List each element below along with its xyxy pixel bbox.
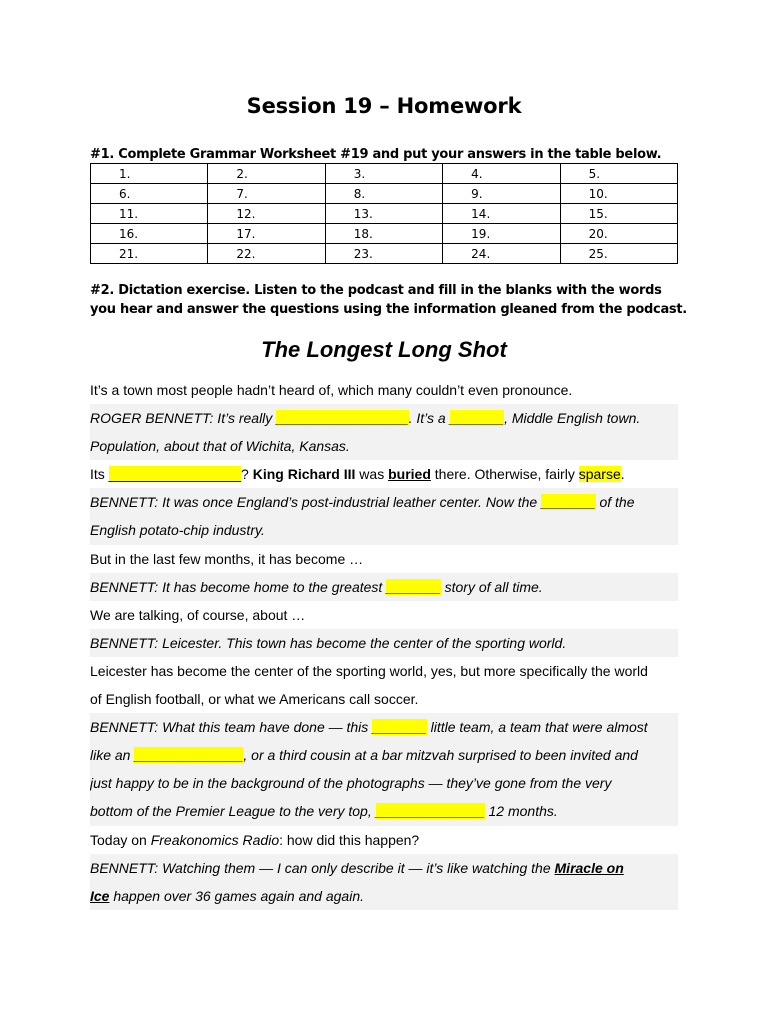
quote-line <box>90 854 678 882</box>
answer-cell: 7. <box>208 184 325 204</box>
dictation-text <box>90 376 678 910</box>
answer-cell: 18. <box>325 224 442 244</box>
answer-table <box>90 163 678 264</box>
fill-in-blank: _______ <box>449 410 505 427</box>
text-segment: Leicester has become the center of the sporting world, yes, but more specifically the world <box>90 662 648 679</box>
text-segment: It’s a town most people hadn’t heard of, which many couldn’t even pronounce. <box>90 382 573 398</box>
quote-line <box>90 404 678 432</box>
text-segment: like an <box>90 747 135 764</box>
text-segment: Freakonomics Radio <box>150 831 280 848</box>
text-segment: happen over 36 games again and again. <box>109 887 364 904</box>
answer-cell: 3. <box>325 164 442 184</box>
quote-line <box>90 516 678 544</box>
text-segment: . It’s a <box>408 410 450 427</box>
answer-cell: 13. <box>325 204 442 224</box>
narration-line <box>90 545 678 573</box>
quote-line <box>90 741 678 769</box>
text-segment: English potato-chip industry. <box>90 522 265 539</box>
text-segment: buried <box>388 466 431 483</box>
task-2-instructions: #2. Dictation exercise. Listen to the podcast and fill in the blanks with the words you hear and answer the questions using the information gleaned from the podcast. <box>90 283 687 317</box>
table-row <box>91 224 678 244</box>
answer-cell: 4. <box>443 164 560 184</box>
text-segment: , or a third cousin at a bar mitzvah surprised to been invited and <box>243 747 638 764</box>
narration-line <box>90 826 678 854</box>
text-segment: : how did this happen? <box>279 831 420 848</box>
narration-line <box>90 601 678 629</box>
table-row <box>91 244 678 264</box>
text-segment: was <box>355 466 389 483</box>
answer-cell: 12. <box>208 204 325 224</box>
text-segment: there. Otherwise, fairly <box>430 466 579 483</box>
fill-in-blank: _________________ <box>108 466 242 483</box>
answer-cell: 24. <box>443 244 560 264</box>
text-segment: Its <box>90 466 109 483</box>
answer-cell: 6. <box>91 184 208 204</box>
fill-in-blank: ______________ <box>375 803 485 820</box>
text-segment: bottom of the Premier League to the very top, <box>90 803 376 820</box>
text-segment: BENNETT: It was once England’s post-industrial leather center. Now the <box>90 494 542 511</box>
answer-cell: 22. <box>208 244 325 264</box>
answer-cell: 17. <box>208 224 325 244</box>
fill-in-blank: _______ <box>541 494 596 511</box>
text-segment: We are talking, of course, about … <box>90 606 306 623</box>
text-segment: BENNETT: Leicester. This town has become the center of the sporting world. <box>90 634 567 651</box>
quote-line <box>90 713 678 741</box>
answer-cell: 25. <box>560 244 677 264</box>
task-1-instructions: #1. Complete Grammar Worksheet #19 and put your answers in the table below. <box>90 147 662 162</box>
text-segment: ROGER BENNETT: It’s really <box>90 410 277 427</box>
narration-line <box>90 460 678 488</box>
fill-in-blank: _______ <box>386 578 441 595</box>
fill-in-blank: sparse <box>578 466 621 483</box>
fill-in-blank: ______________ <box>134 747 244 764</box>
answer-cell: 23. <box>325 244 442 264</box>
text-segment: story of all time. <box>440 578 543 595</box>
answer-cell: 19. <box>443 224 560 244</box>
text-segment: , Middle English town. <box>504 410 641 427</box>
text-segment: King Richard III <box>252 466 356 483</box>
text-segment: ? <box>241 466 253 483</box>
answer-cell: 14. <box>443 204 560 224</box>
text-segment: . <box>620 466 625 483</box>
table-row <box>91 164 678 184</box>
text-segment: Today on <box>90 831 151 848</box>
text-segment: 12 months. <box>484 803 558 820</box>
answer-cell: 10. <box>560 184 677 204</box>
answer-cell: 8. <box>325 184 442 204</box>
answer-cell: 15. <box>560 204 677 224</box>
table-row <box>91 204 678 224</box>
narration-line <box>90 657 678 685</box>
quote-line <box>90 769 678 797</box>
text-segment: BENNETT: Watching them — I can only describe it — it’s like watching the <box>90 859 555 876</box>
text-segment: Ice <box>90 887 110 904</box>
quote-line <box>90 573 678 601</box>
page-title: Session 19 – Homework <box>246 94 522 118</box>
narration-line <box>90 685 678 713</box>
fill-in-blank: _______ <box>372 719 427 736</box>
answer-cell: 1. <box>91 164 208 184</box>
answer-cell: 21. <box>91 244 208 264</box>
text-segment: Miracle on <box>554 859 624 876</box>
story-title: The Longest Long Shot <box>261 337 507 362</box>
quote-line <box>90 432 678 460</box>
text-segment: of the <box>595 494 635 511</box>
quote-line <box>90 797 678 825</box>
fill-in-blank: _________________ <box>276 410 409 427</box>
table-row <box>91 184 678 204</box>
text-segment: BENNETT: It has become home to the greatest <box>90 578 387 595</box>
text-segment: little team, a team that were almost <box>426 719 648 736</box>
text-segment: just happy to be in the background of the photographs — they’ve gone from the very <box>90 775 612 792</box>
quote-line <box>90 629 678 657</box>
answer-cell: 2. <box>208 164 325 184</box>
answer-cell: 9. <box>443 184 560 204</box>
text-segment: Population, about that of Wichita, Kansas. <box>90 438 350 455</box>
quote-line <box>90 488 678 516</box>
narration-line <box>90 376 678 404</box>
quote-line <box>90 882 678 910</box>
answer-cell: 16. <box>91 224 208 244</box>
text-segment: of English football, or what we Americans call soccer. <box>90 691 419 708</box>
answer-cell: 11. <box>91 204 208 224</box>
text-segment: BENNETT: What this team have done — this <box>90 719 373 736</box>
answer-cell: 20. <box>560 224 677 244</box>
answer-cell: 5. <box>560 164 677 184</box>
text-segment: But in the last few months, it has become … <box>90 550 364 567</box>
